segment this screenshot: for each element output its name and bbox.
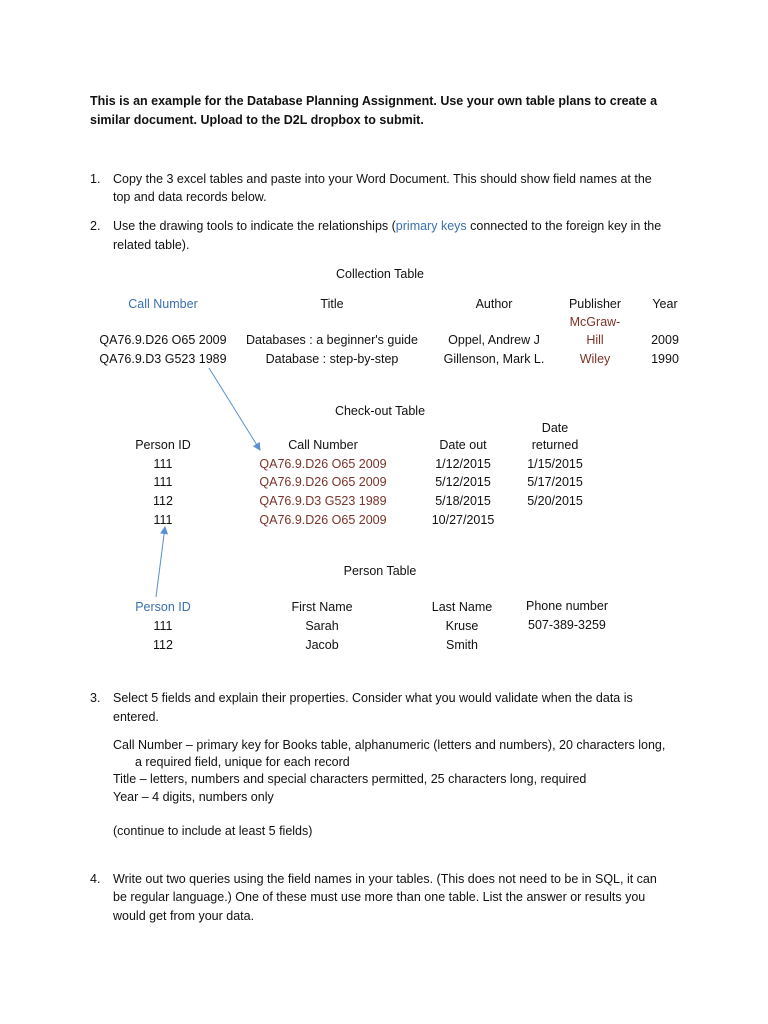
checkout-row-2-person-id: 111 — [153, 475, 173, 489]
checkout-header-date-line-1: Date — [541, 421, 569, 435]
collection-row-2-publisher: Wiley — [579, 352, 611, 366]
field-note-call-number-1: Call Number – primary key for Books table, alphanumeric (letters and numbers), 20 characters long, — [113, 738, 666, 752]
field-note-year: Year – 4 digits, numbers only — [113, 790, 274, 804]
checkout-table-title: Check-out Table — [334, 404, 426, 418]
item-2-line-2: related table). — [113, 238, 190, 252]
checkout-header-date-line-2: returned — [531, 438, 579, 452]
field-note-call-number-2: a required field, unique for each record — [135, 755, 350, 769]
checkout-row-3-date-returned: 5/20/2015 — [527, 494, 583, 508]
item-1-number: 1. — [90, 172, 101, 186]
checkout-row-2-date-out: 5/12/2015 — [435, 475, 491, 489]
collection-row-1-author: Oppel, Andrew J — [448, 333, 540, 347]
item-3-line-2: entered. — [113, 710, 159, 724]
person-table-title: Person Table — [343, 564, 417, 578]
person-header-person-id: Person ID — [135, 600, 191, 614]
collection-row-1-title: Databases : a beginner's guide — [246, 333, 418, 347]
item-4-line-1: Write out two queries using the field names in your tables. (This does not need to be in SQL, it can — [113, 872, 657, 886]
checkout-row-1-call-number: QA76.9.D26 O65 2009 — [259, 457, 387, 471]
person-row-2-first-name: Jacob — [305, 638, 339, 652]
item-2-number: 2. — [90, 219, 101, 233]
checkout-row-2-date-returned: 5/17/2015 — [527, 475, 583, 489]
person-row-2-last-name: Smith — [446, 638, 478, 652]
checkout-header-person-id: Person ID — [135, 438, 191, 452]
collection-header-year: Year — [652, 297, 678, 311]
checkout-row-4-person-id: 111 — [153, 513, 173, 527]
collection-header-call-number: Call Number — [128, 297, 198, 311]
collection-row-1-publisher-line-2: Hill — [586, 333, 604, 347]
checkout-row-1-date-returned: 1/15/2015 — [527, 457, 583, 471]
person-header-last-name: Last Name — [431, 600, 493, 614]
item-4-number: 4. — [90, 872, 101, 886]
item-3-number: 3. — [90, 691, 101, 705]
collection-row-1-call-number: QA76.9.D26 O65 2009 — [99, 333, 227, 347]
checkout-row-4-call-number: QA76.9.D26 O65 2009 — [259, 513, 387, 527]
collection-row-2-title: Database : step-by-step — [265, 352, 399, 366]
field-note-continue: (continue to include at least 5 fields) — [113, 824, 313, 838]
item-2-text-a: Use the drawing tools to indicate the relationships ( — [113, 219, 396, 233]
field-note-title: Title – letters, numbers and special characters permitted, 25 characters long, required — [113, 772, 587, 786]
item-2-text-b: connected to the foreign key in the — [466, 219, 662, 233]
item-3-line-1: Select 5 fields and explain their properties. Consider what you would validate when the data is — [113, 691, 633, 705]
person-row-2-person-id: 112 — [153, 638, 173, 652]
checkout-row-3-person-id: 112 — [153, 494, 173, 508]
arrow-person-id-to-checkout — [156, 527, 165, 597]
item-2-line-1 — [113, 219, 661, 233]
collection-table-title: Collection Table — [335, 267, 425, 281]
collection-row-2-call-number: QA76.9.D3 G523 1989 — [99, 352, 227, 366]
item-1-line-2: top and data records below. — [113, 190, 267, 204]
collection-header-author: Author — [475, 297, 513, 311]
checkout-row-3-date-out: 5/18/2015 — [435, 494, 491, 508]
intro-line-1: This is an example for the Database Planning Assignment. Use your own table plans to create a — [90, 94, 658, 108]
item-4-line-2: be regular language.) One of these must use more than one table. List the answer or results you — [113, 890, 646, 904]
checkout-header-date-out: Date out — [439, 438, 487, 452]
person-row-1-last-name: Kruse — [445, 619, 479, 633]
collection-row-1-publisher-line-1: McGraw- — [569, 315, 621, 329]
checkout-row-4-date-out: 10/27/2015 — [431, 513, 495, 527]
item-4-line-3: would get from your data. — [113, 909, 255, 923]
collection-header-title: Title — [320, 297, 344, 311]
collection-row-1-year: 2009 — [651, 333, 679, 347]
collection-row-2-year: 1990 — [651, 352, 679, 366]
checkout-row-1-date-out: 1/12/2015 — [435, 457, 491, 471]
person-row-1-first-name: Sarah — [305, 619, 339, 633]
checkout-header-call-number: Call Number — [288, 438, 358, 452]
person-header-phone-number: Phone number — [526, 599, 609, 613]
collection-row-2-author: Gillenson, Mark L. — [443, 352, 545, 366]
item-1-line-1: Copy the 3 excel tables and paste into your Word Document. This should show field names at the — [113, 172, 652, 186]
person-row-1-person-id: 111 — [153, 619, 173, 633]
checkout-row-2-call-number: QA76.9.D26 O65 2009 — [259, 475, 387, 489]
checkout-row-3-call-number: QA76.9.D3 G523 1989 — [259, 494, 387, 508]
primary-keys-highlight: primary keys — [395, 219, 467, 233]
collection-header-publisher: Publisher — [568, 297, 622, 311]
person-row-1-phone: 507-389-3259 — [528, 618, 606, 632]
person-header-first-name: First Name — [291, 600, 353, 614]
intro-line-2: similar document. Upload to the D2L dropbox to submit. — [90, 113, 424, 127]
checkout-row-1-person-id: 111 — [153, 457, 173, 471]
